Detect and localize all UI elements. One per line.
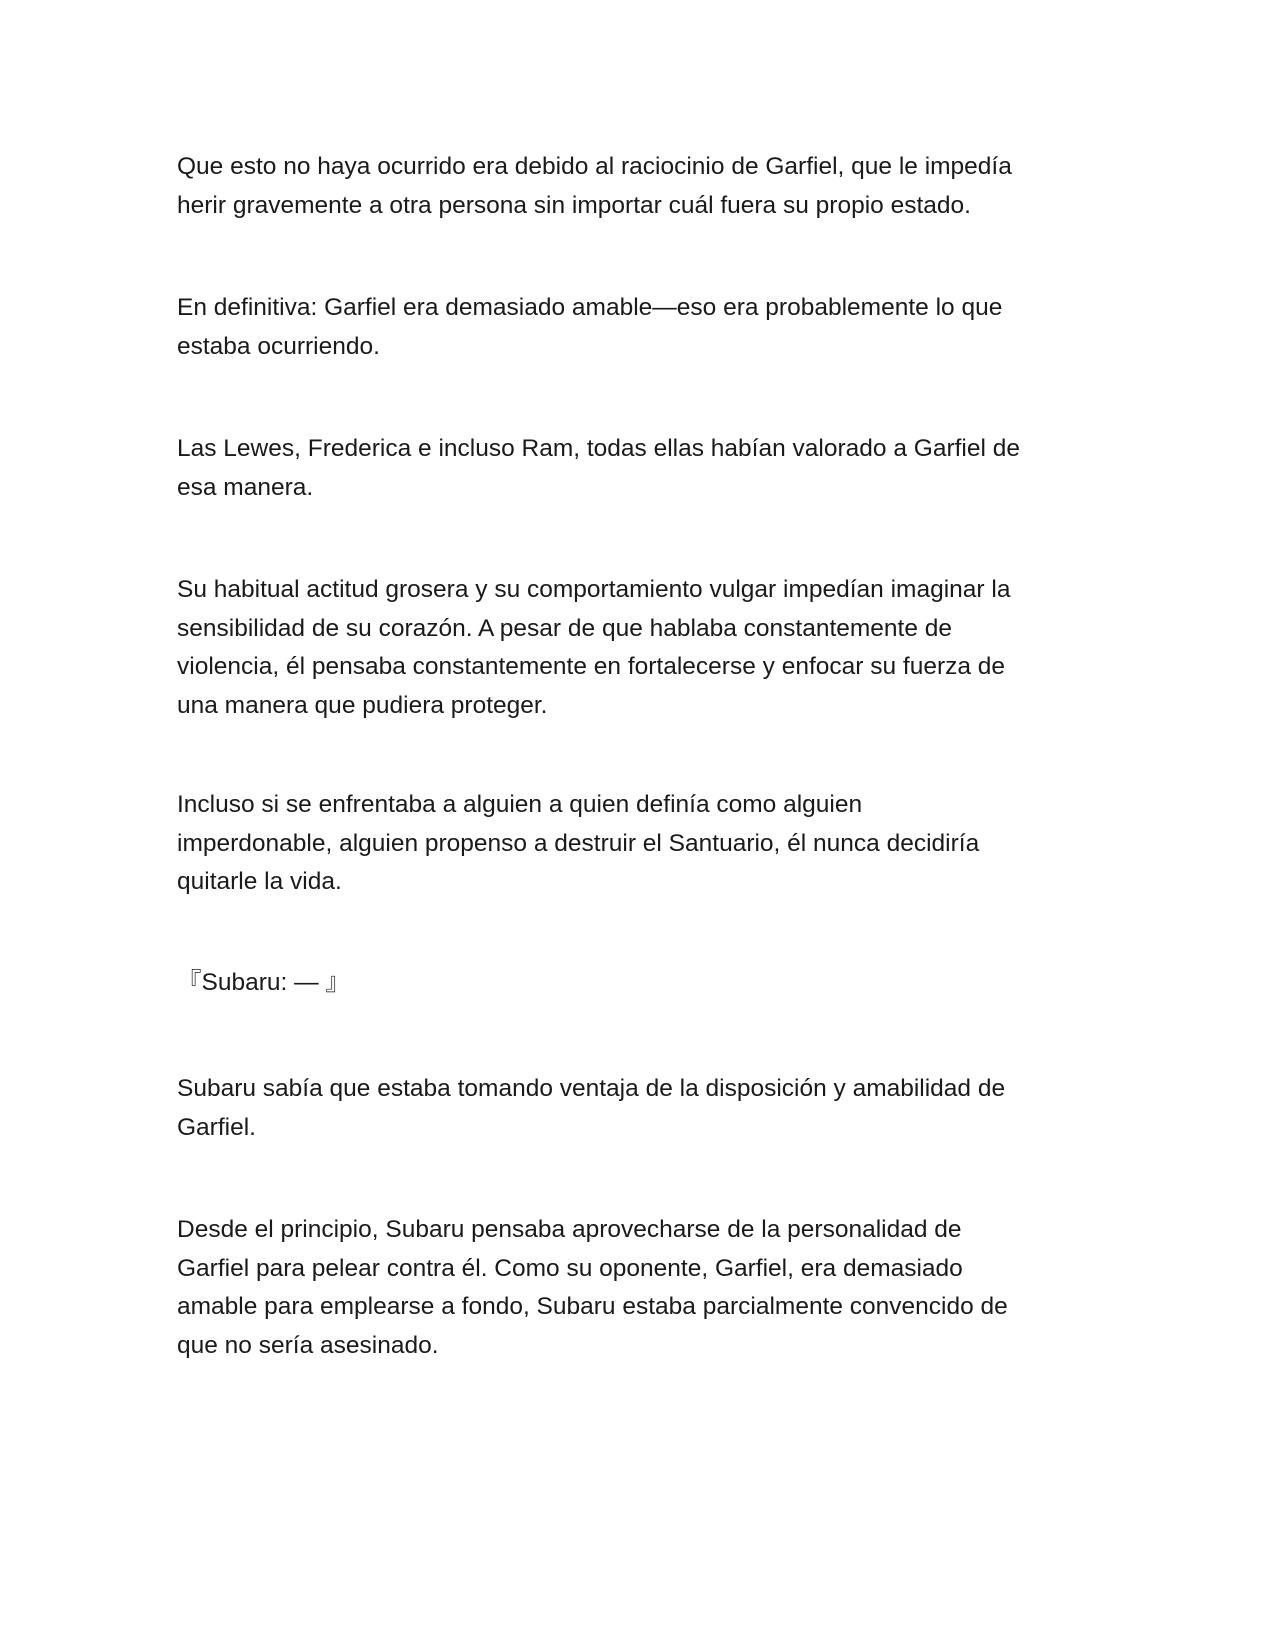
dialogue-line: 『Subaru: — 』	[177, 969, 350, 996]
paragraph: Incluso si se enfrentaba a alguien a quien definía como alguien imperdonable, alguien propenso a destruir el Santuario, él nunca decidiría quitarle la vida.	[177, 791, 980, 895]
paragraph: En definitiva: Garfiel era demasiado amable—eso era probablemente lo que estaba ocurriendo.	[177, 294, 1003, 360]
paragraph: Su habitual actitud grosera y su comportamiento vulgar impedían imaginar la sensibilidad de su corazón. A pesar de que hablaba constantemente de violencia, él pensaba constantemente en fortalecerse y enfocar su fuerza de una manera que pudiera proteger.	[177, 576, 1011, 719]
paragraph: Subaru sabía que estaba tomando ventaja de la disposición y amabilidad de Garfiel.	[177, 1075, 1006, 1141]
paragraph: Las Lewes, Frederica e incluso Ram, todas ellas habían valorado a Garfiel de esa manera.	[177, 435, 1020, 501]
paragraph: Que esto no haya ocurrido era debido al raciocinio de Garfiel, que le impedía herir gravemente a otra persona sin importar cuál fuera su propio estado.	[177, 153, 1012, 219]
paragraph: Desde el principio, Subaru pensaba aprovecharse de la personalidad de Garfiel para pelear contra él. Como su oponente, Garfiel, era demasiado amable para emplearse a fondo, Subaru estaba parcialmente convencido de que no sería asesinado.	[177, 1216, 1008, 1359]
